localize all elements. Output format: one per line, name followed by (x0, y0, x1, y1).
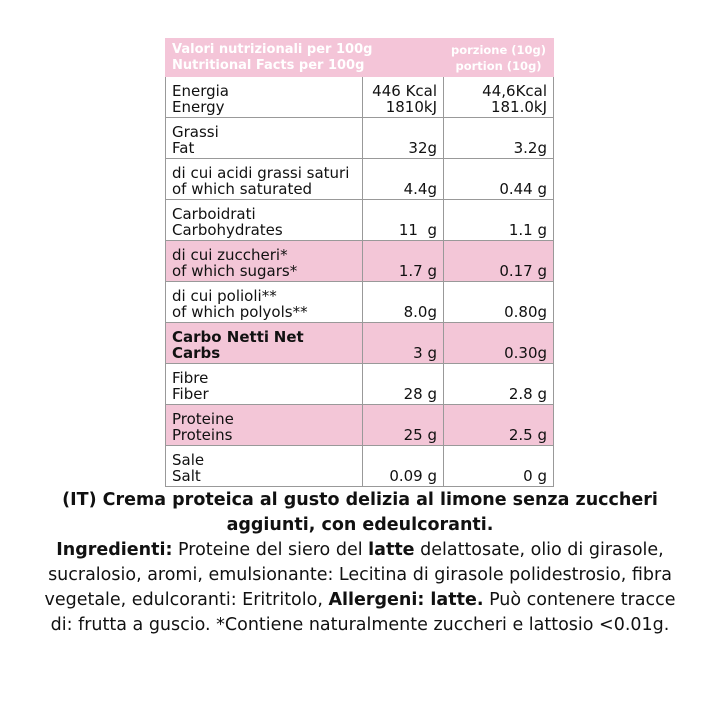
value-per-100g: 11 g (363, 200, 444, 241)
value-per-100g: 4.4g (363, 159, 444, 200)
ingredients-part-b: delattosate, olio di girasole, sucralosio, aromi, emulsionante: Lecitina di girasole polidestrosio, fibra vegetale, edulcoranti: Eritritolo, (44, 540, 672, 610)
header-portion (444, 39, 554, 77)
value-per-portion: 0.30g (444, 323, 554, 364)
value-per-100g: 32g (363, 118, 444, 159)
row-label-it: Sale (172, 451, 205, 469)
row-label (166, 200, 363, 241)
row-label-it: di cui zuccheri* (172, 246, 288, 264)
table-row-salt (166, 446, 554, 487)
table-row-sugars (166, 241, 554, 282)
row-label-en: Energy (172, 97, 225, 116)
row-label-it: Proteine (172, 410, 234, 428)
value-per-portion: 1.1 g (444, 200, 554, 241)
allergen-latte: latte (368, 540, 415, 560)
value-per-portion: 2.8 g (444, 364, 554, 405)
nutrition-table-panel (165, 38, 553, 487)
row-label (166, 282, 363, 323)
header-portion-en: portion (10g) (455, 58, 542, 73)
row-label (166, 241, 363, 282)
table-row-fiber (166, 364, 554, 405)
row-label (166, 364, 363, 405)
value-kj: 1810kJ (385, 97, 438, 116)
ingredients-text (40, 538, 680, 638)
row-label-it: Carbo Netti (172, 328, 270, 346)
table-row-net-carbs (166, 323, 554, 364)
ingredients-part-a: Proteine del siero del (172, 540, 369, 560)
value-per-portion: 0.17 g (444, 241, 554, 282)
value-per-portion: 0.44 g (444, 159, 554, 200)
value-per-100g: 25 g (363, 405, 444, 446)
product-description (40, 488, 680, 638)
row-label (166, 323, 363, 364)
value-per-portion: 0 g (444, 446, 554, 487)
row-label-it: di cui polioli** (172, 287, 277, 305)
row-label-en: Proteins (172, 425, 233, 444)
row-label (166, 159, 363, 200)
row-label-en: Carbohydrates (172, 220, 283, 239)
row-label-it: Fibre (172, 369, 209, 387)
value-per-100g: 8.0g (363, 282, 444, 323)
table-row-carbohydrates (166, 200, 554, 241)
row-label-en: Salt (172, 466, 201, 485)
value-kj: 181.0kJ (490, 97, 548, 116)
row-label-en: Fat (172, 138, 195, 157)
value-kcal: 44,6Kcal (482, 82, 548, 100)
allergens-label: Allergeni: latte. (328, 590, 484, 610)
row-label (166, 77, 363, 118)
value-per-100g (363, 77, 444, 118)
value-kcal: 446 Kcal (372, 82, 438, 100)
table-row-fat (166, 118, 554, 159)
product-title: (IT) Crema proteica al gusto delizia al limone senza zuccheri aggiunti, con edeulcoranti. (62, 490, 658, 535)
row-label-en: of which sugars* (172, 261, 298, 280)
table-row-saturated (166, 159, 554, 200)
row-label (166, 118, 363, 159)
value-per-100g: 1.7 g (363, 241, 444, 282)
header-per-100g-it: Valori nutrizionali per 100g (172, 41, 373, 57)
row-label-it: Energia (172, 82, 229, 100)
header-per-100g-en: Nutritional Facts per 100g (172, 57, 365, 73)
table-row-polyols (166, 282, 554, 323)
row-label-it: di cui acidi grassi saturi (172, 164, 350, 182)
row-label-en: Net Carbs (172, 328, 304, 362)
row-label-en: of which polyols** (172, 302, 308, 321)
row-label (166, 405, 363, 446)
value-per-100g: 28 g (363, 364, 444, 405)
table-row-energy (166, 77, 554, 118)
nutrition-table (165, 38, 554, 487)
row-label-en: Fiber (172, 384, 209, 403)
header-portion-it: porzione (10g) (450, 42, 547, 57)
value-per-portion: 3.2g (444, 118, 554, 159)
value-per-100g: 3 g (363, 323, 444, 364)
row-label (166, 446, 363, 487)
value-per-portion: 0.80g (444, 282, 554, 323)
row-label-it: Carboidrati (172, 205, 256, 223)
row-label-en: of which saturated (172, 179, 313, 198)
header-per-100g (166, 39, 444, 77)
value-per-portion (444, 77, 554, 118)
value-per-100g: 0.09 g (363, 446, 444, 487)
table-row-proteins (166, 405, 554, 446)
value-per-portion: 2.5 g (444, 405, 554, 446)
ingredients-label: Ingredienti: (56, 540, 173, 560)
ingredients-part-c: Può contenere tracce di: frutta a guscio. *Contiene naturalmente zuccheri e lattosio <0.01g. (50, 590, 676, 635)
row-label-it: Grassi (172, 123, 219, 141)
table-header-row (166, 39, 554, 77)
